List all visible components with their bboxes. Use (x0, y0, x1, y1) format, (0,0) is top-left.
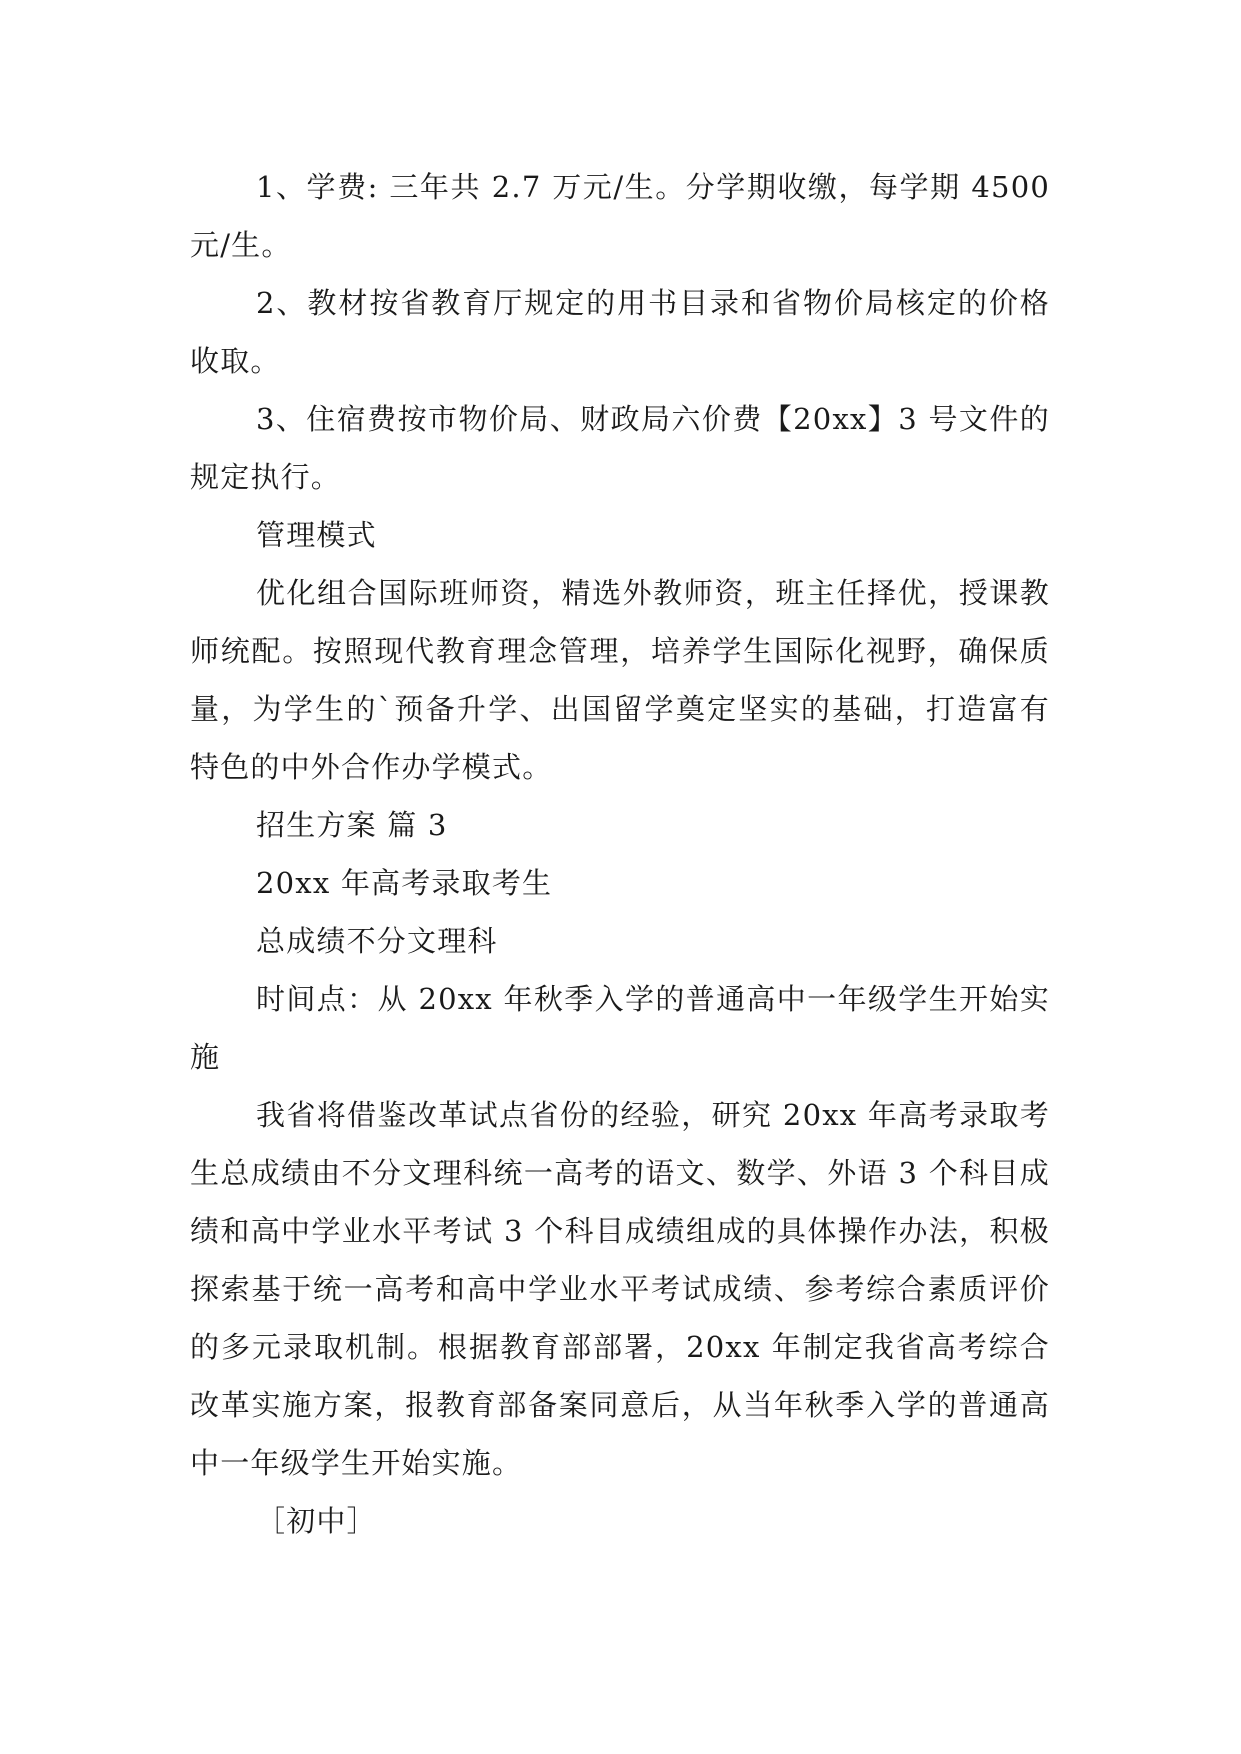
paragraph-textbooks: 2、教材按省教育厅规定的用书目录和省物价局核定的价格收取。 (190, 286, 1050, 378)
heading-junior-high: ［初中］ (256, 1504, 377, 1538)
paragraph-accommodation: 3、住宿费按市物价局、财政局六价费【20xx】3 号文件的规定执行。 (190, 402, 1050, 494)
paragraph-timeline: 时间点：从 20xx 年秋季入学的普通高中一年级学生开始实施 (190, 982, 1050, 1074)
paragraph-management: 优化组合国际班师资，精选外教师资，班主任择优，授课教师统配。按照现代教育理念管理，培养学生国际化视野，确保质量，为学生的`预备升学、出国留学奠定坚实的基础，打造富有特色的中外合作办学模式。 (190, 576, 1050, 784)
paragraph-tuition: 1、学费: 三年共 2.7 万元/生。分学期收缴，每学期 4500 元/生。 (190, 170, 1050, 262)
heading-management-mode: 管理模式 (256, 518, 377, 552)
heading-admission: 20xx 年高考录取考生 (256, 866, 553, 900)
document-body (190, 158, 1050, 1550)
paragraph-reform: 我省将借鉴改革试点省份的经验，研究 20xx 年高考录取考生总成绩由不分文理科统一高考的语文、数学、外语 3 个科目成绩和高中学业水平考试 3 个科目成绩组成的具体操作办法，积极探索基于统一高考和高中学业水平考试成绩、参考综合素质评价的多元录取机制。根据教育部部署，20xx 年制定我省高考综合改革实施方案，报教育部备案同意后，从当年秋季入学的普通高中一年级学生开始实施。 (190, 1098, 1050, 1480)
heading-enrollment-plan: 招生方案 篇 3 (256, 808, 448, 842)
heading-total-score: 总成绩不分文理科 (256, 924, 498, 958)
